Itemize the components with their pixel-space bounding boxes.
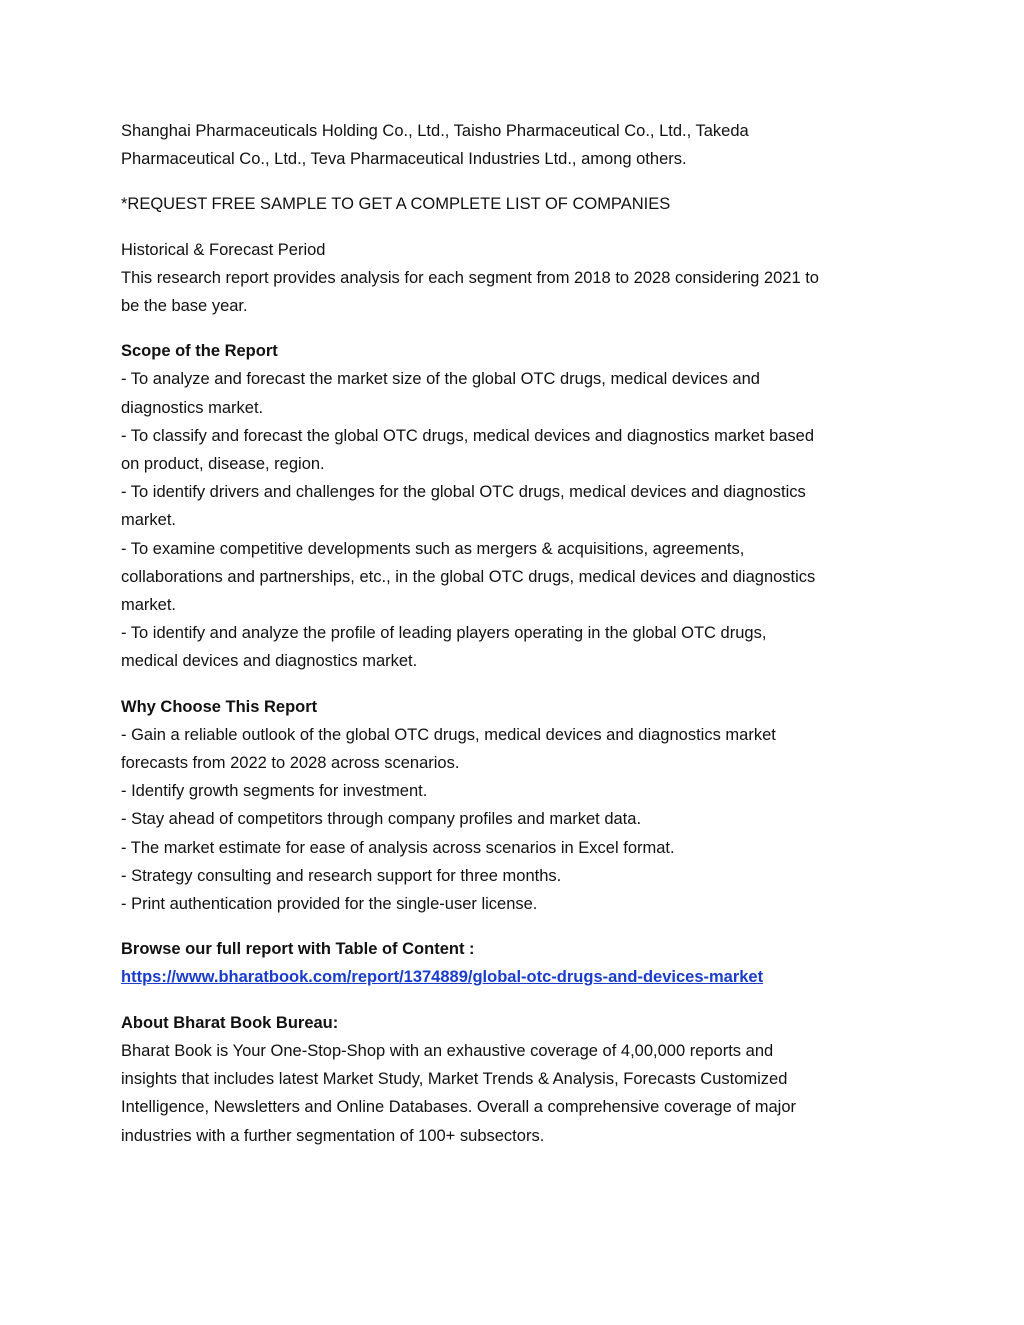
request-sample-text: *REQUEST FREE SAMPLE TO GET A COMPLETE LIST OF COMPANIES [121, 195, 671, 214]
scope-line: market. [121, 596, 177, 615]
about-section [121, 1009, 911, 1150]
forecast-period-title: Historical & Forecast Period [121, 240, 326, 259]
forecast-period-line: This research report provides analysis for each segment from 2018 to 2028 considering 2021 to [121, 268, 819, 287]
forecast-period-paragraph [121, 236, 911, 321]
scope-line: - To identify drivers and challenges for the global OTC drugs, medical devices and diagnostics [121, 483, 806, 502]
scope-line: - To classify and forecast the global OTC drugs, medical devices and diagnostics market based [121, 426, 815, 445]
scope-line: - To examine competitive developments such as mergers & acquisitions, agreements, [121, 539, 745, 558]
why-choose-line: - Stay ahead of competitors through company profiles and market data. [121, 810, 642, 829]
why-choose-line: forecasts from 2022 to 2028 across scenarios. [121, 754, 460, 773]
why-choose-line: - Strategy consulting and research support for three months. [121, 866, 562, 885]
intro-line: Shanghai Pharmaceuticals Holding Co., Ltd., Taisho Pharmaceutical Co., Ltd., Takeda [121, 122, 749, 140]
forecast-period-line: be the base year. [121, 297, 248, 316]
about-line: Intelligence, Newsletters and Online Databases. Overall a comprehensive coverage of major [121, 1098, 797, 1117]
about-heading: About Bharat Book Bureau: [121, 1013, 339, 1032]
why-choose-heading: Why Choose This Report [121, 697, 318, 716]
scope-heading: Scope of the Report [121, 342, 278, 361]
document-page [121, 117, 911, 1167]
why-choose-line: - The market estimate for ease of analysis across scenarios in Excel format. [121, 838, 675, 857]
scope-line: medical devices and diagnostics market. [121, 652, 418, 671]
why-choose-line: - Print authentication provided for the single-user license. [121, 895, 538, 914]
about-line: Bharat Book is Your One-Stop-Shop with an exhaustive coverage of 4,00,000 reports and [121, 1041, 774, 1060]
browse-section [121, 935, 911, 991]
intro-line: Pharmaceutical Co., Ltd., Teva Pharmaceutical Industries Ltd., among others. [121, 150, 687, 169]
scope-line: diagnostics market. [121, 398, 264, 417]
report-link[interactable]: https://www.bharatbook.com/report/1374889/global-otc-drugs-and-devices-market [121, 968, 764, 987]
browse-heading: Browse our full report with Table of Content : [121, 940, 475, 959]
intro-paragraph [121, 117, 911, 173]
scope-line: - To analyze and forecast the market size of the global OTC drugs, medical devices and [121, 370, 760, 389]
scope-line: - To identify and analyze the profile of leading players operating in the global OTC drugs, [121, 624, 767, 643]
why-choose-section [121, 693, 911, 919]
request-sample-paragraph [121, 190, 911, 218]
why-choose-line: - Identify growth segments for investment. [121, 782, 428, 801]
about-line: insights that includes latest Market Study, Market Trends & Analysis, Forecasts Customized [121, 1070, 788, 1089]
scope-line: on product, disease, region. [121, 455, 325, 474]
scope-section [121, 337, 911, 675]
scope-line: market. [121, 511, 177, 530]
scope-line: collaborations and partnerships, etc., in the global OTC drugs, medical devices and diagnostics [121, 567, 816, 586]
about-line: industries with a further segmentation of 100+ subsectors. [121, 1126, 545, 1145]
why-choose-line: - Gain a reliable outlook of the global OTC drugs, medical devices and diagnostics market [121, 725, 776, 744]
